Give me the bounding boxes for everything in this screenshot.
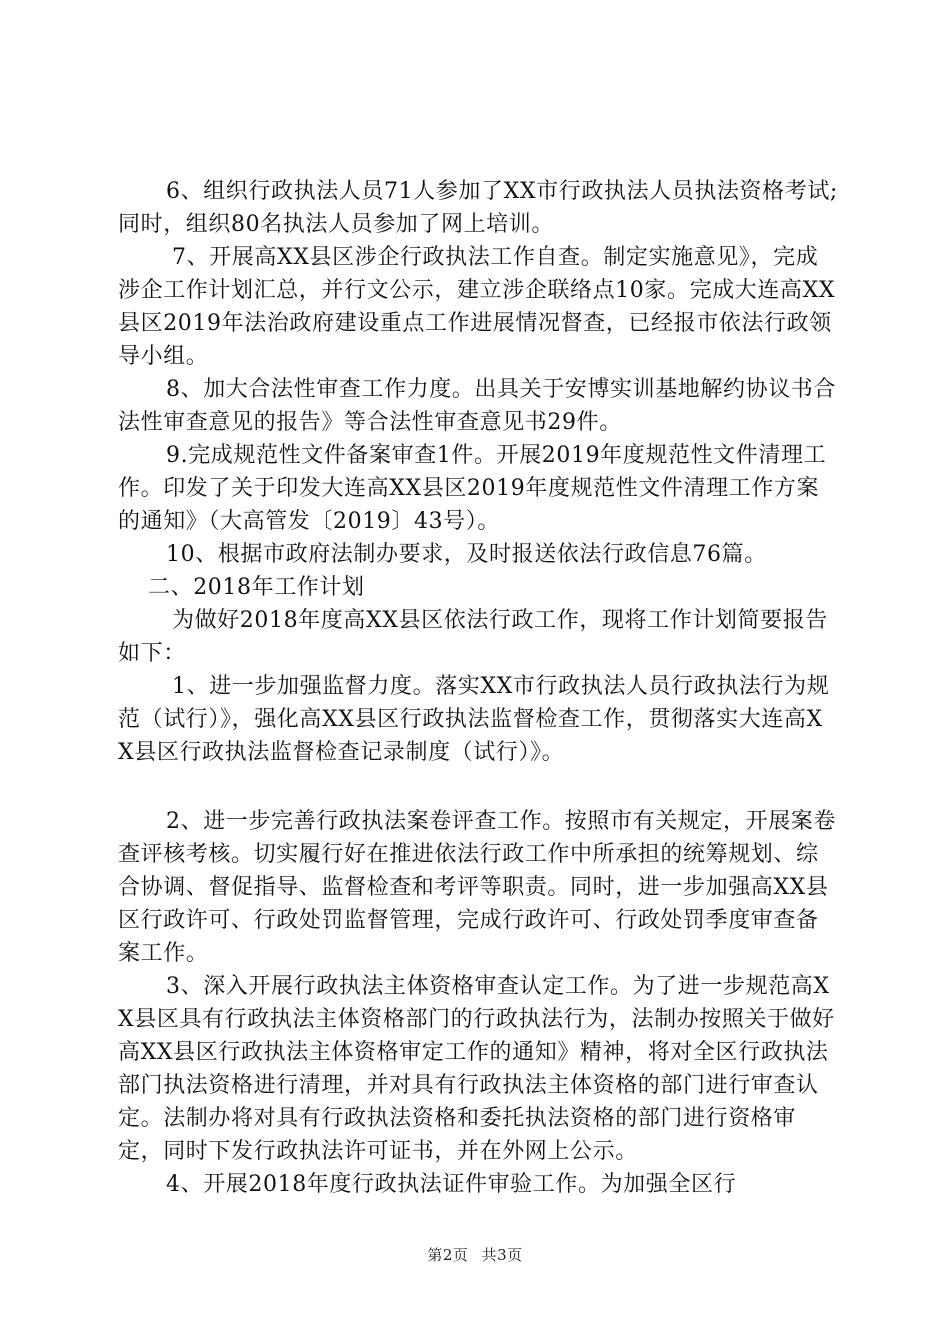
plan-intro-paragraph: 为做好2018年度高XX县区依法行政工作，现将工作计划简要报告如下： bbox=[118, 608, 828, 666]
plan-item-1: 1、进一步加强监督力度。落实XX市行政执法人员行政执法行为规范（试行）》，强化高XX县区行政执法监督检查工作，贯彻落实大连高XX县区行政执法监督检查记录制度（试行）》。 bbox=[118, 674, 830, 765]
page-footer bbox=[0, 1244, 950, 1265]
paragraph-item-6: 6、组织行政执法人员71人参加了XX市行政执法人员执法资格考试;同时，组织80名执法人员参加了网上培训。 bbox=[118, 179, 838, 237]
paragraph-item-9: 9.完成规范性文件备案审查1件。开展2019年度规范性文件清理工作。印发了关于印发大连高XX县区2019年度规范性文件清理工作方案的通知》（大高管发〔2019〕43号）。 bbox=[118, 443, 827, 534]
plan-item-4: 4、开展2018年度行政执法证件审验工作。为加强全区行 bbox=[166, 1172, 737, 1197]
plan-item-2: 2、进一步完善行政执法案卷评查工作。按照市有关规定，开展案卷查评核考核。切实履行好在推进依法行政工作中所承担的统筹规划、综合协调、督促指导、监督检查和考评等职责。同时，进一步加强高XX县区行政许可、行政处罚监督管理，完成行政许可、行政处罚季度审查备案工作。 bbox=[118, 809, 836, 966]
plan-item-3: 3、深入开展行政执法主体资格审查认定工作。为了进一步规范高XX县区具有行政执法主体资格部门的行政执法行为，法制办按照关于做好高XX县区行政执法主体资格审定工作的通知》精神，将对全区行政执法部门执法资格进行清理，并对具有行政执法主体资格的部门进行审查认定。法制办将对具有行政执法资格和委托执法资格的部门进行资格审定，同时下发行政执法许可证书，并在外网上公示。 bbox=[118, 974, 835, 1164]
document-body bbox=[118, 175, 838, 1201]
page-total: 共3页 bbox=[481, 1246, 523, 1264]
page-number: 第2页 bbox=[427, 1246, 469, 1264]
paragraph-item-10: 10、根据市政府法制办要求，及时报送依法行政信息76篇。 bbox=[166, 542, 767, 567]
section-heading: 二、2018年工作计划 bbox=[148, 575, 365, 600]
paragraph-item-7: 7、开展高XX县区涉企行政执法工作自查。制定实施意见》，完成涉企工作计划汇总，并行文公示，建立涉企联络点10家。完成大连高XX县区2019年法治政府建设重点工作进展情况督查，已经报市依法行政领导小组。 bbox=[118, 245, 836, 369]
paragraph-item-8: 8、加大合法性审查工作力度。出具关于安博实训基地解约协议书合法性审查意见的报告》等合法性审查意见书29件。 bbox=[118, 377, 836, 435]
